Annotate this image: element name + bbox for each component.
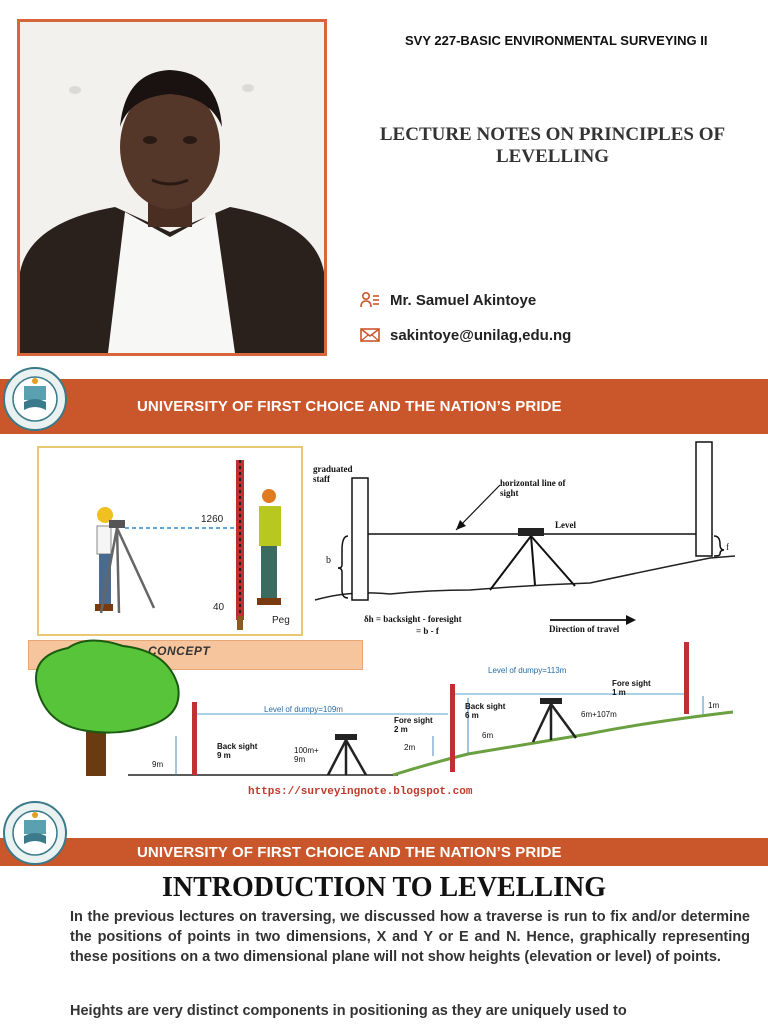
height-9m: 9m [152, 760, 164, 769]
lecturer-email-row [360, 324, 571, 346]
line-of-sight-label: horizontal line of sight [500, 478, 566, 498]
formula-line2: = b - f [416, 626, 439, 636]
calc2-label: 6m+107m [581, 710, 617, 719]
concept-label: CONCEPT [148, 644, 211, 658]
lecture-title: LECTURE NOTES ON PRINCIPLES OF LEVELLING [379, 124, 726, 167]
staff-label: graduated staff [313, 464, 353, 484]
calc1-label: 100m+ [294, 746, 319, 755]
backsight1-label: Back sight [217, 742, 258, 751]
intro-paragraph-1: In the previous lectures on traversing, we discussed how a traverse is run to fix and/or determine the positions of points in two dimensions, X and Y or E and N. Hence, graphically representing these positions on a two dimensional plane will not show heights (elevation or level) of points. [70, 909, 750, 965]
f-label: f [726, 542, 729, 552]
levelling-principle-diagram [310, 440, 750, 640]
envelope-icon [360, 327, 380, 343]
motto-banner [0, 379, 768, 434]
person-card-icon [360, 291, 380, 309]
height-6m: 6m [482, 731, 494, 740]
university-logo [2, 366, 68, 437]
lecturer-name-row [360, 289, 536, 311]
staff-reading-top: 1260 [201, 514, 224, 525]
direction-label: Direction of travel [549, 624, 620, 634]
height-1m: 1m [708, 701, 720, 710]
dumpy1-label: Level of dumpy=109m [264, 705, 343, 714]
level-label: Level [555, 520, 576, 530]
staff-reading-bottom: 40 [213, 602, 225, 613]
foresight1-value: 2 m [394, 725, 408, 734]
university-logo-2 [2, 800, 68, 871]
b-label: b [326, 555, 331, 566]
motto-text: UNIVERSITY OF FIRST CHOICE AND THE NATION’S PRIDE [137, 398, 562, 415]
foresight2-label: Fore sight [612, 679, 651, 688]
intro-heading: INTRODUCTION TO LEVELLING [162, 872, 606, 903]
motto-banner-2 [0, 838, 768, 866]
lecturer-name: Mr. Samuel Akintoye [390, 291, 537, 309]
peg-label: Peg [272, 615, 290, 626]
height-2m: 2m [404, 743, 416, 752]
intro-paragraph-2: Heights are very distinct components in positioning as they are uniquely used to [70, 1003, 627, 1019]
foresight2-value: 1 m [612, 688, 626, 697]
lecturer-email[interactable]: sakintoye@unilag,edu.ng [390, 326, 572, 344]
lecturer-photo [17, 19, 327, 356]
dumpy2-label: Level of dumpy=113m [488, 666, 567, 675]
calc1b-label: 9m [294, 755, 306, 764]
course-code: SVY 227-BASIC ENVIRONMENTAL SURVEYING II [405, 33, 708, 48]
blog-url[interactable]: https://surveyingnote.blogspot.com [248, 786, 473, 798]
dumpy-level-diagram [28, 636, 740, 778]
backsight1-value: 9 m [217, 751, 231, 760]
backsight2-label: Back sight [465, 702, 506, 711]
motto-text-2: UNIVERSITY OF FIRST CHOICE AND THE NATION’S PRIDE [137, 843, 562, 861]
backsight2-value: 6 m [465, 711, 479, 720]
foresight1-label: Fore sight [394, 716, 433, 725]
formula-line1: δh = backsight - foresight [364, 614, 462, 624]
staff-reading-illustration [37, 446, 303, 636]
